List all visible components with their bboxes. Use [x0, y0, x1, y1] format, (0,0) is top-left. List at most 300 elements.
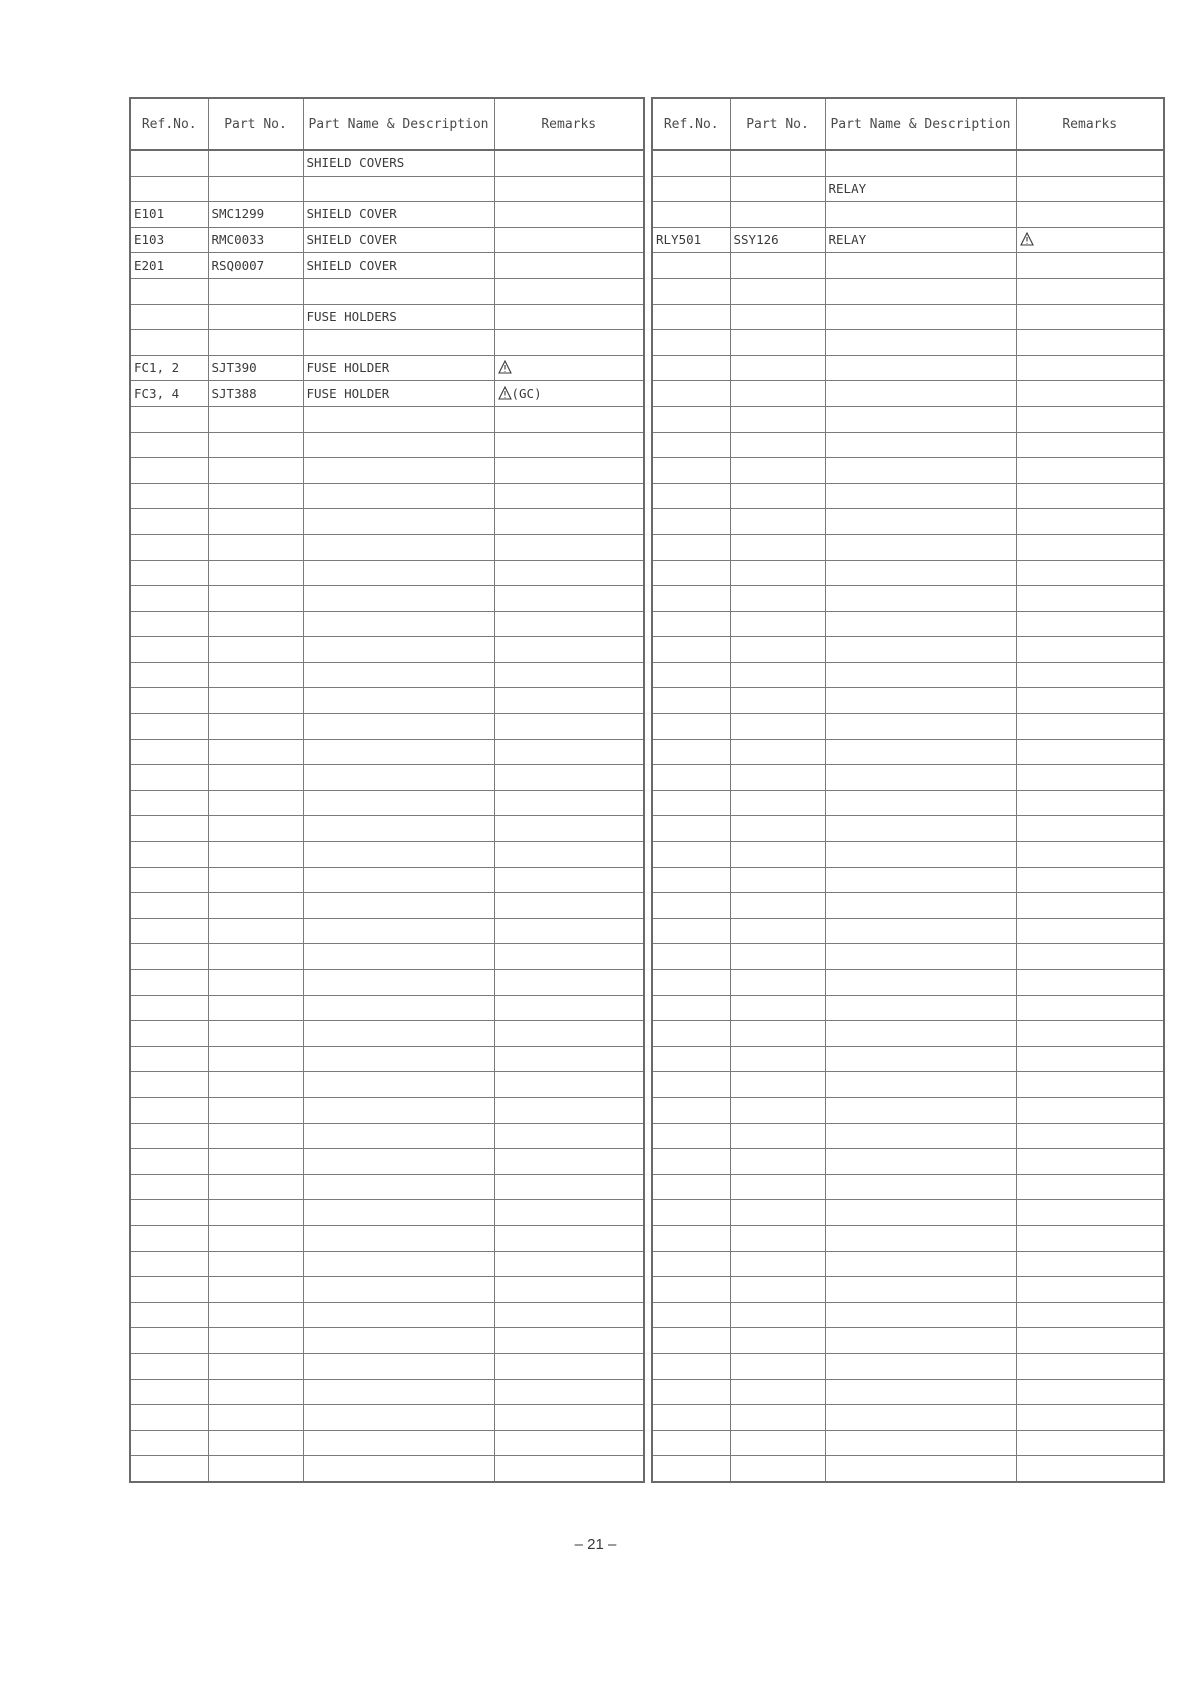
cell-remarks: [494, 406, 644, 432]
cell-ref-no: [130, 253, 208, 279]
table-row: [130, 867, 644, 893]
cell-remarks: [1016, 1072, 1164, 1098]
cell-ref-no: [652, 202, 730, 228]
cell-part-no-text: SMC1299: [211, 206, 265, 222]
header-part-name: Part Name & Description: [825, 98, 1016, 150]
cell-remarks: [494, 790, 644, 816]
header-part-name: Part Name & Description: [303, 98, 494, 150]
cell-remarks: [1016, 586, 1164, 612]
cell-remarks: [494, 381, 644, 407]
table-row: [130, 330, 644, 356]
table-row: [130, 1353, 644, 1379]
cell-part-no: [730, 355, 825, 381]
cell-ref-no: [130, 1072, 208, 1098]
cell-ref-no: [130, 995, 208, 1021]
table-row: [130, 586, 644, 612]
cell-part-name: [825, 304, 1016, 330]
cell-remarks: [494, 739, 644, 765]
cell-part-name: [303, 637, 494, 663]
cell-remarks: [494, 432, 644, 458]
cell-ref-no: [652, 995, 730, 1021]
cell-remarks: [1016, 995, 1164, 1021]
cell-remarks: [494, 765, 644, 791]
cell-remarks: [1016, 355, 1164, 381]
cell-ref-no: [652, 918, 730, 944]
table-row: [652, 995, 1164, 1021]
header-part-no: Part No.: [208, 98, 303, 150]
cell-part-no: [208, 1046, 303, 1072]
cell-ref-no: [652, 586, 730, 612]
cell-ref-no: [652, 842, 730, 868]
cell-ref-no: [130, 1379, 208, 1405]
cell-part-no: [208, 893, 303, 919]
table-row: [652, 304, 1164, 330]
cell-ref-no: [652, 765, 730, 791]
cell-remarks: [494, 816, 644, 842]
table-row: [652, 1405, 1164, 1431]
table-row: [130, 227, 644, 253]
cell-ref-no: [130, 304, 208, 330]
cell-remarks: [1016, 765, 1164, 791]
cell-part-name: [303, 714, 494, 740]
cell-ref-no: [130, 1405, 208, 1431]
cell-remarks: [1016, 253, 1164, 279]
table-row: [652, 1353, 1164, 1379]
cell-remarks: [1016, 227, 1164, 253]
table-row: [130, 509, 644, 535]
cell-ref-no: [652, 1277, 730, 1303]
cell-part-name: [303, 1379, 494, 1405]
cell-remarks: [1016, 1123, 1164, 1149]
cell-part-no-text: SSY126: [733, 232, 779, 248]
cell-ref-no: [652, 176, 730, 202]
cell-ref-no: [652, 816, 730, 842]
cell-part-name: [303, 176, 494, 202]
table-row: [652, 944, 1164, 970]
cell-ref-no: [652, 253, 730, 279]
cell-ref-no: [652, 1430, 730, 1456]
table-row: [652, 1225, 1164, 1251]
cell-ref-no: [130, 688, 208, 714]
cell-remarks: [1016, 1456, 1164, 1482]
cell-ref-no: [652, 867, 730, 893]
cell-part-no: [208, 1405, 303, 1431]
table-row: [652, 816, 1164, 842]
table-row: [130, 1123, 644, 1149]
cell-part-no: [208, 1302, 303, 1328]
cell-part-name: [825, 944, 1016, 970]
cell-part-no: [730, 1430, 825, 1456]
cell-part-name: [303, 483, 494, 509]
cell-part-no: [208, 406, 303, 432]
cell-part-no: [730, 688, 825, 714]
cell-part-no: [208, 637, 303, 663]
cell-ref-no-text: E103: [134, 232, 165, 248]
cell-part-no: [208, 1379, 303, 1405]
cell-part-name: [825, 790, 1016, 816]
cell-remarks: [1016, 816, 1164, 842]
cell-part-no: [730, 253, 825, 279]
cell-part-no: [730, 1277, 825, 1303]
cell-part-no: [208, 944, 303, 970]
cell-part-no: [208, 867, 303, 893]
cell-remarks: [494, 1097, 644, 1123]
cell-remarks: [494, 458, 644, 484]
table-row: [652, 355, 1164, 381]
cell-remarks: [494, 1379, 644, 1405]
cell-ref-no: [130, 1456, 208, 1482]
header-ref-no: Ref.No.: [130, 98, 208, 150]
cell-part-no: [208, 1200, 303, 1226]
cell-ref-no: [130, 893, 208, 919]
table-row: [130, 893, 644, 919]
cell-remarks: [494, 1456, 644, 1482]
cell-remarks: [1016, 1353, 1164, 1379]
cell-part-no: [730, 1405, 825, 1431]
cell-part-no: [208, 1277, 303, 1303]
table-row: [652, 1277, 1164, 1303]
cell-part-name: [825, 1430, 1016, 1456]
cell-ref-no: [130, 202, 208, 228]
table-row: [130, 1456, 644, 1482]
cell-part-name: [825, 714, 1016, 740]
cell-part-name: [303, 1200, 494, 1226]
cell-ref-no: [652, 739, 730, 765]
table-row: [652, 406, 1164, 432]
table-row: [652, 1328, 1164, 1354]
cell-part-name: [825, 1072, 1016, 1098]
cell-ref-no: [652, 662, 730, 688]
cell-ref-no: [652, 1046, 730, 1072]
cell-part-name: [825, 509, 1016, 535]
table-row: [130, 1097, 644, 1123]
table-row: [652, 1302, 1164, 1328]
cell-ref-no: [130, 278, 208, 304]
table-row: [130, 534, 644, 560]
table-row: [130, 637, 644, 663]
cell-ref-no: [652, 944, 730, 970]
cell-ref-no: [130, 1149, 208, 1175]
cell-part-name: [825, 432, 1016, 458]
cell-ref-no: [130, 509, 208, 535]
cell-part-no: [208, 150, 303, 176]
cell-part-no: [730, 739, 825, 765]
cell-part-name: [825, 1405, 1016, 1431]
table-row: [652, 1123, 1164, 1149]
cell-part-name-text: SHIELD COVER: [306, 257, 397, 273]
cell-remarks: [1016, 278, 1164, 304]
parts-table-right: [651, 97, 1165, 1483]
cell-part-name: [303, 1149, 494, 1175]
cell-ref-no: [652, 560, 730, 586]
cell-ref-no: [130, 381, 208, 407]
cell-part-no: [208, 918, 303, 944]
table-row: [652, 202, 1164, 228]
cell-part-name: [303, 381, 494, 407]
cell-remarks: [494, 509, 644, 535]
cell-part-no: [208, 739, 303, 765]
cell-ref-no: [652, 1353, 730, 1379]
cell-part-name: [825, 330, 1016, 356]
cell-remarks: [494, 330, 644, 356]
table-row: [130, 816, 644, 842]
cell-ref-no: [652, 688, 730, 714]
cell-part-no: [730, 867, 825, 893]
cell-part-name: [825, 483, 1016, 509]
cell-remarks: [1016, 662, 1164, 688]
cell-part-no: [730, 1456, 825, 1482]
cell-part-no: [730, 150, 825, 176]
cell-part-no: [730, 637, 825, 663]
cell-remarks: [1016, 458, 1164, 484]
table-row: [130, 1405, 644, 1431]
cell-part-name: [825, 1225, 1016, 1251]
cell-ref-no: [130, 534, 208, 560]
caution-triangle-icon: [498, 360, 512, 374]
table-row: [130, 1277, 644, 1303]
cell-part-name: [303, 1353, 494, 1379]
cell-part-no: [208, 1456, 303, 1482]
cell-part-no: [208, 970, 303, 996]
table-row: [652, 739, 1164, 765]
cell-part-no-text: SJT390: [211, 360, 257, 376]
cell-ref-no: [130, 714, 208, 740]
cell-ref-no: [130, 637, 208, 663]
cell-ref-no-text: FC1, 2: [134, 360, 180, 376]
table-row: [130, 1430, 644, 1456]
cell-part-name: [825, 1046, 1016, 1072]
cell-remarks: [494, 714, 644, 740]
table-row: [652, 278, 1164, 304]
table-row: [130, 560, 644, 586]
cell-part-name: [825, 995, 1016, 1021]
cell-remarks: [494, 918, 644, 944]
cell-remarks: [494, 970, 644, 996]
cell-part-name: [303, 893, 494, 919]
cell-ref-no: [130, 970, 208, 996]
cell-ref-no: [130, 176, 208, 202]
cell-part-no: [730, 381, 825, 407]
cell-ref-no: [652, 432, 730, 458]
table-row: [652, 765, 1164, 791]
table-row: [130, 611, 644, 637]
cell-ref-no: [652, 1021, 730, 1047]
cell-ref-no: [130, 1046, 208, 1072]
cell-remarks: [494, 1174, 644, 1200]
cell-part-name: [303, 227, 494, 253]
cell-part-name: [825, 1174, 1016, 1200]
cell-part-no: [730, 816, 825, 842]
cell-part-name: [825, 176, 1016, 202]
cell-part-name: [303, 1430, 494, 1456]
cell-remarks: [1016, 790, 1164, 816]
table-row: [130, 1302, 644, 1328]
cell-part-name: [825, 842, 1016, 868]
cell-remarks: [1016, 842, 1164, 868]
cell-ref-no: [130, 1277, 208, 1303]
table-row: [130, 842, 644, 868]
cell-part-name: [303, 1302, 494, 1328]
cell-part-no: [208, 560, 303, 586]
cell-ref-no: [652, 150, 730, 176]
cell-remarks: [1016, 1328, 1164, 1354]
cell-remarks: [494, 637, 644, 663]
caution-triangle-icon: [498, 386, 512, 400]
cell-ref-no: [652, 790, 730, 816]
cell-ref-no: [130, 944, 208, 970]
cell-ref-no: [652, 278, 730, 304]
cell-remarks: [494, 1353, 644, 1379]
cell-remarks: [494, 560, 644, 586]
cell-ref-no: [130, 1225, 208, 1251]
cell-ref-no: [130, 1200, 208, 1226]
cell-part-name: [303, 330, 494, 356]
table-row: [652, 918, 1164, 944]
cell-remarks: [1016, 534, 1164, 560]
cell-part-no: [208, 995, 303, 1021]
cell-part-no: [208, 842, 303, 868]
cell-ref-no-text: RLY501: [656, 232, 702, 248]
cell-remarks: [1016, 509, 1164, 535]
cell-part-no: [730, 1072, 825, 1098]
table-row: [652, 483, 1164, 509]
cell-part-name: [825, 739, 1016, 765]
table-row: [652, 1251, 1164, 1277]
header-remarks: Remarks: [494, 98, 644, 150]
cell-part-no: [208, 1123, 303, 1149]
cell-remarks: [1016, 739, 1164, 765]
cell-ref-no: [652, 1097, 730, 1123]
cell-part-name: [825, 253, 1016, 279]
cell-part-name-text: SHIELD COVERS: [306, 155, 405, 171]
cell-ref-no: [130, 816, 208, 842]
page-number: – 21 –: [574, 1536, 617, 1553]
table-row: [130, 278, 644, 304]
cell-part-name: [825, 1251, 1016, 1277]
cell-remarks: [494, 1405, 644, 1431]
cell-remarks: [1016, 1097, 1164, 1123]
table-header-row: [130, 98, 644, 150]
table-row: [130, 1046, 644, 1072]
cell-remarks: [494, 483, 644, 509]
cell-part-no: [208, 1430, 303, 1456]
cell-part-no: [730, 1328, 825, 1354]
cell-ref-no: [652, 381, 730, 407]
cell-part-no: [208, 253, 303, 279]
cell-part-name: [825, 765, 1016, 791]
cell-ref-no: [652, 714, 730, 740]
table-row: [652, 534, 1164, 560]
cell-part-no: [208, 278, 303, 304]
cell-part-no: [208, 509, 303, 535]
cell-part-no: [208, 1353, 303, 1379]
table-row: [652, 586, 1164, 612]
cell-part-name: [825, 1200, 1016, 1226]
cell-part-no: [730, 560, 825, 586]
table-row: [130, 202, 644, 228]
cell-ref-no: [130, 483, 208, 509]
cell-part-name: [303, 586, 494, 612]
cell-ref-no: [652, 330, 730, 356]
cell-part-name: [825, 534, 1016, 560]
cell-ref-no: [130, 458, 208, 484]
cell-part-no: [208, 355, 303, 381]
cell-ref-no: [652, 1072, 730, 1098]
cell-part-no: [730, 893, 825, 919]
cell-part-name: [825, 406, 1016, 432]
table-row: [652, 1149, 1164, 1175]
cell-part-name: [303, 1097, 494, 1123]
cell-remarks: [1016, 1430, 1164, 1456]
cell-part-name: [303, 304, 494, 330]
cell-part-name: [825, 893, 1016, 919]
table-row: [652, 150, 1164, 176]
cell-remarks: [1016, 944, 1164, 970]
table-row: [652, 1097, 1164, 1123]
cell-ref-no: [130, 867, 208, 893]
cell-part-name-text: FUSE HOLDERS: [306, 308, 397, 324]
cell-part-name: [303, 1251, 494, 1277]
cell-part-name: [303, 1277, 494, 1303]
cell-remarks: [1016, 1405, 1164, 1431]
table-row: [652, 1379, 1164, 1405]
cell-part-name: [825, 816, 1016, 842]
table-row: [652, 970, 1164, 996]
header-remarks: Remarks: [1016, 98, 1164, 150]
table-row: [130, 790, 644, 816]
cell-part-no: [208, 176, 303, 202]
caution-triangle-icon: [1020, 232, 1034, 246]
cell-part-name: [303, 739, 494, 765]
cell-part-no: [730, 1353, 825, 1379]
cell-part-name: [303, 253, 494, 279]
table-row: [652, 381, 1164, 407]
table-row: [130, 714, 644, 740]
cell-ref-no: [130, 432, 208, 458]
cell-remarks: [494, 1251, 644, 1277]
cell-part-no: [208, 227, 303, 253]
cell-part-name: [825, 1123, 1016, 1149]
cell-remarks: [1016, 432, 1164, 458]
cell-part-no: [730, 509, 825, 535]
cell-remarks: [494, 202, 644, 228]
cell-part-name: [303, 1405, 494, 1431]
cell-part-no: [730, 458, 825, 484]
cell-remarks: [494, 253, 644, 279]
cell-part-no: [208, 714, 303, 740]
cell-remarks: [1016, 918, 1164, 944]
cell-part-name: [825, 918, 1016, 944]
table-row: [130, 1072, 644, 1098]
cell-ref-no: [652, 355, 730, 381]
table-row: [130, 176, 644, 202]
table-row: [652, 227, 1164, 253]
cell-ref-no: [652, 1379, 730, 1405]
cell-part-no: [730, 1174, 825, 1200]
cell-ref-no: [652, 1302, 730, 1328]
cell-part-no: [208, 790, 303, 816]
cell-part-name: [303, 970, 494, 996]
table-row: [130, 662, 644, 688]
cell-ref-no: [130, 586, 208, 612]
cell-part-name: [303, 1046, 494, 1072]
cell-remarks: [1016, 714, 1164, 740]
cell-part-name-text: FUSE HOLDER: [306, 385, 390, 401]
cell-remarks: [1016, 560, 1164, 586]
cell-part-no: [730, 227, 825, 253]
table-row: [652, 1456, 1164, 1482]
cell-remarks: [1016, 1200, 1164, 1226]
